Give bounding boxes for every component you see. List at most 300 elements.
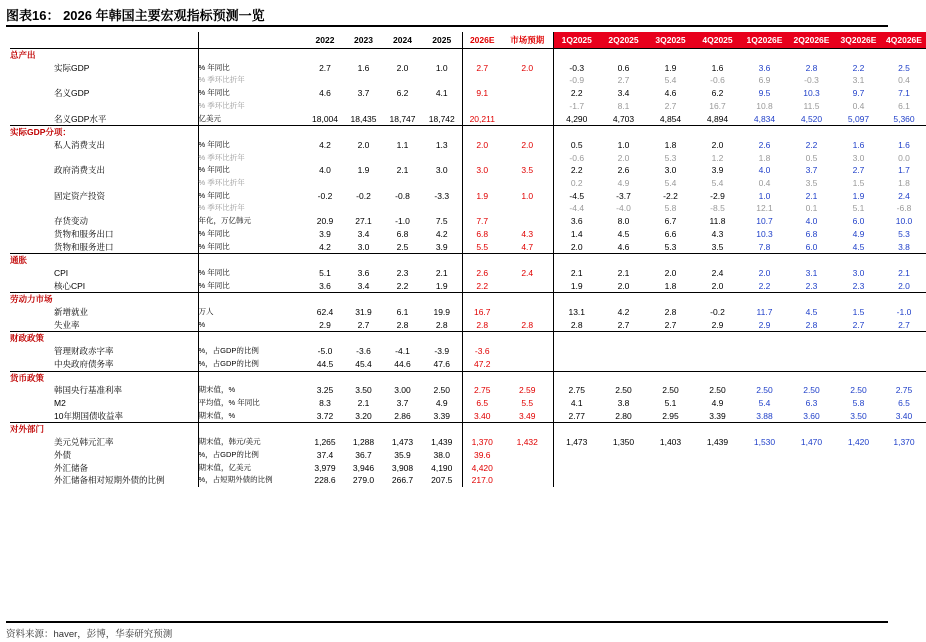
table-cell [694,474,741,487]
row-label: 外债 [54,449,72,460]
table-cell [788,462,835,475]
table-cell: 2.9 [319,319,331,330]
table-row [10,306,926,319]
spacer-cell [462,371,502,384]
row-unit: % 年同比 [198,228,306,241]
table-row [10,62,926,75]
table-cell: -4.0 [616,203,631,214]
table-cell: 3,946 [352,462,375,473]
table-cell: 7.8 [758,241,771,252]
table-cell: -4.1 [395,346,410,357]
section-header-row [10,293,926,306]
table-cell: 6.3 [805,397,818,408]
table-cell [600,449,647,462]
table-cell: 7.1 [898,88,910,99]
row-unit: 期末值，亿美元 [198,462,306,475]
table-cell [422,202,462,215]
table-cell: 45.4 [355,358,372,369]
column-header: 2Q2025 [600,32,647,49]
table-cell: 39.6 [462,449,502,462]
row-label [10,100,198,113]
table-cell: 1,473 [566,437,588,448]
table-cell: 1,470 [800,437,823,448]
table-cell: 2.4 [502,267,553,280]
table-cell [835,474,882,487]
table-cell: 1.9 [357,165,370,176]
table-cell: -0.9 [569,75,585,86]
table-cell: -6.8 [896,203,912,214]
row-label [10,202,198,215]
table-cell: 3.0 [852,267,865,278]
table-cell [741,345,788,358]
row-unit: % 年同比 [198,62,306,75]
spacer-cell [422,126,462,139]
table-cell: -3.9 [434,346,450,357]
table-cell: -3.6 [462,345,502,358]
table-cell: -0.3 [804,75,819,86]
table-cell: 2.9 [711,319,724,330]
table-cell: 3.60 [803,410,820,421]
table-cell: 217.0 [462,474,502,487]
table-row [10,267,926,280]
spacer-cell [600,126,647,139]
table-row [10,190,926,203]
table-row [10,139,926,152]
table-cell: 44.6 [394,358,411,369]
table-cell: 2.1 [805,190,818,201]
table-cell: 27.1 [355,216,372,227]
table-cell: 19.9 [433,307,451,318]
table-cell: 1.9 [852,190,865,201]
table-cell: 4.7 [502,241,553,254]
spacer-cell [502,423,553,436]
row-label: 韩国央行基准利率 [54,385,123,396]
table-cell: 2.6 [462,267,502,280]
table-cell [741,449,788,462]
table-cell: 1,265 [314,437,336,448]
spacer-cell [882,423,926,436]
table-cell: 1,403 [659,437,682,448]
table-cell: 1.8 [664,139,677,150]
table-cell [306,100,344,113]
table-cell: 36.7 [355,449,372,460]
row-unit: % 年同比 [198,164,306,177]
table-cell [306,177,344,190]
table-cell: 3,979 [314,462,336,473]
spacer-cell [741,254,788,267]
spacer-cell [422,332,462,345]
table-cell: 4,834 [753,113,776,124]
table-cell: 3.88 [756,410,773,421]
table-cell: 2.6 [758,139,771,150]
column-header: 1Q2026E [741,32,788,49]
table-cell [600,345,647,358]
table-cell: 1.0 [435,62,448,73]
spacer-cell [344,371,383,384]
spacer-cell [647,49,694,62]
table-cell: 2.5 [396,241,409,252]
column-header: 2026E [462,32,502,49]
section-header-row [10,332,926,345]
table-cell: 2.0 [502,62,553,75]
table-cell: 4.0 [319,165,331,176]
table-cell [502,280,553,293]
table-cell: 4,420 [462,462,502,475]
table-cell: 1.5 [852,178,865,189]
section-header-row [10,423,926,436]
spacer-cell [198,126,306,139]
table-cell: 1.6 [898,139,910,150]
table-cell [344,100,383,113]
table-cell: 3.6 [570,216,583,227]
table-cell [502,202,553,215]
table-cell [502,306,553,319]
table-cell: 4.9 [435,397,448,408]
table-cell: 2.50 [709,385,726,396]
table-cell: 2.0 [570,241,583,252]
table-cell: 18,435 [350,113,377,124]
table-cell: 47.2 [462,358,502,371]
table-cell: 2.2 [805,139,818,150]
table-cell: 266.7 [391,475,414,486]
table-cell: 3.0 [852,152,865,163]
table-cell: 6.8 [805,228,818,239]
table-cell: 16.7 [709,100,726,111]
table-cell [422,177,462,190]
row-label: 私人消费支出 [54,139,106,150]
table-row [10,215,926,228]
row-label: 货物和服务出口 [54,228,114,239]
table-cell: 0.0 [898,152,910,163]
table-cell: 2.0 [617,280,630,291]
table-cell: 2.9 [758,319,771,330]
table-cell: 3.40 [462,410,502,423]
table-cell: 4.2 [617,307,630,318]
table-cell: -3.6 [356,346,371,357]
table-cell: 3.4 [617,88,630,99]
table-cell: 2.3 [396,267,409,278]
table-cell [502,474,553,487]
table-cell: 1.6 [852,139,865,150]
table-cell: 6.1 [898,100,910,111]
table-cell: 3.9 [435,241,448,252]
spacer-cell [835,371,882,384]
row-label: 名义GDP [54,88,90,99]
table-cell: 2.2 [462,280,502,293]
spacer-cell [462,49,502,62]
table-cell: 4.2 [319,241,331,252]
spacer-cell [502,49,553,62]
spacer-cell [344,254,383,267]
table-cell: 3.20 [355,410,372,421]
table-cell [788,449,835,462]
spacer-cell [462,254,502,267]
table-cell: 5.8 [664,203,677,214]
table-cell [741,358,788,371]
table-cell: 2.0 [711,139,724,150]
table-cell: 2.3 [805,280,818,291]
table-cell: 2.8 [664,307,677,318]
table-cell: 4.0 [758,165,771,176]
table-cell: 2.1 [396,165,409,176]
table-cell: 3.5 [502,164,553,177]
table-cell: 4.2 [435,228,448,239]
table-cell: -0.6 [569,152,585,163]
spacer-cell [502,254,553,267]
table-cell: 6.2 [711,88,724,99]
table-cell [694,345,741,358]
row-label [10,74,198,87]
table-cell: -5.0 [317,346,333,357]
table-cell: 11.5 [803,100,820,111]
spacer-cell [835,293,882,306]
table-cell: 1.6 [711,62,724,73]
table-cell: 2.1 [357,397,370,408]
table-cell [422,100,462,113]
table-cell: 6.5 [462,397,502,410]
table-cell [462,100,502,113]
table-cell: 3.72 [316,410,334,421]
table-row [10,74,926,87]
table-cell: 6.8 [462,228,502,241]
table-cell: 2.75 [568,385,586,396]
row-label: 名义GDP水平 [54,113,107,124]
table-cell: 1.9 [570,280,583,291]
spacer-cell [306,293,344,306]
table-cell: 2.95 [662,410,679,421]
table-cell: 1.6 [357,62,370,73]
table-cell: 2.0 [898,280,910,291]
spacer-cell [882,293,926,306]
row-unit: % 季环比折年 [198,100,306,113]
table-cell: 2.8 [396,319,409,330]
table-cell: 1.3 [435,139,448,150]
spacer-cell [694,423,741,436]
spacer-cell [306,254,344,267]
table-cell: 3.5 [805,178,818,189]
spacer-cell [422,49,462,62]
table-cell: 1.0 [617,139,630,150]
table-cell: -8.5 [710,203,725,214]
spacer-cell [600,49,647,62]
spacer-cell [383,293,422,306]
table-row [10,436,926,449]
table-cell [383,74,422,87]
table-cell: 1,439 [706,437,729,448]
column-header: 2Q2026E [788,32,835,49]
table-cell [383,202,422,215]
spacer-cell [600,254,647,267]
table-cell: 4.5 [852,241,865,252]
table-cell: 3.4 [357,280,370,291]
table-cell: 5.3 [664,241,677,252]
row-unit: %，占GDP的比例 [198,358,306,371]
table-cell: -0.2 [710,307,725,318]
section-title: 对外部门 [10,423,198,436]
row-unit: % 季环比折年 [198,74,306,87]
table-cell: 35.9 [394,449,411,460]
table-cell: 2.0 [396,62,409,73]
table-cell: 4.6 [319,88,331,99]
table-cell: 5.1 [664,397,677,408]
table-cell [553,345,600,358]
table-cell: 4.5 [805,307,818,318]
spacer-cell [835,126,882,139]
page-title: 图表16： 2026 年韩国主要宏观指标预测一览 [6,8,265,23]
table-row [10,449,926,462]
column-header: 2023 [344,32,383,49]
table-cell [882,358,926,371]
row-unit: % 季环比折年 [198,177,306,190]
section-title: 实际GDP分项： [10,126,198,139]
table-cell: 1,288 [352,437,375,448]
table-cell: 5.5 [502,397,553,410]
spacer-cell [198,332,306,345]
table-cell: 3.7 [396,397,409,408]
row-label: CPI [54,267,69,278]
table-cell: 3.39 [433,410,451,421]
table-cell: 2.3 [852,280,865,291]
table-row [10,358,926,371]
section-title: 财政政策 [10,332,198,345]
table-cell [306,202,344,215]
spacer-cell [198,423,306,436]
table-cell: 3.39 [709,410,726,421]
row-unit: 期末值，% [198,384,306,397]
table-cell: 0.4 [898,75,910,86]
table-cell: -1.0 [395,216,410,227]
table-cell: 4.1 [570,397,583,408]
row-unit: 亿美元 [198,113,306,126]
table-cell: 3.7 [357,88,370,99]
table-cell [647,474,694,487]
row-unit: % 季环比折年 [198,202,306,215]
table-cell: 2.50 [615,385,632,396]
table-cell [647,345,694,358]
table-cell [422,152,462,165]
header-row [10,32,926,49]
table-cell: -3.3 [434,190,450,201]
spacer-cell [647,423,694,436]
table-cell: 4,703 [612,113,635,124]
table-cell: 6.2 [396,88,409,99]
table-cell [502,152,553,165]
row-label: 外汇储备相对短期外债的比例 [54,475,165,486]
table-cell: 5.3 [898,228,910,239]
column-header: 3Q2025 [647,32,694,49]
spacer-cell [647,293,694,306]
table-cell: 3.1 [852,75,865,86]
table-cell [788,474,835,487]
row-label: 中央政府债务率 [54,358,114,369]
table-cell [647,358,694,371]
spacer-cell [835,423,882,436]
table-cell: 0.4 [758,178,771,189]
table-cell [306,152,344,165]
table-cell: 5.1 [852,203,865,214]
table-cell: 2.7 [664,100,677,111]
spacer-cell [306,49,344,62]
table-cell: 2.6 [617,165,630,176]
table-row [10,319,926,332]
column-header: 4Q2025 [694,32,741,49]
section-header-row [10,371,926,384]
table-cell: 10.3 [756,228,773,239]
table-cell: 2.80 [615,410,632,421]
table-cell: 2.0 [758,267,771,278]
table-cell: 6.8 [396,228,409,239]
table-cell: 44.5 [316,358,334,369]
spacer-cell [422,254,462,267]
table-cell [741,462,788,475]
table-cell [741,474,788,487]
table-cell: -0.6 [710,75,725,86]
table-cell [882,345,926,358]
spacer-cell [553,293,600,306]
spacer-cell [306,371,344,384]
table-cell [502,358,553,371]
table-cell [422,74,462,87]
table-cell: 6.0 [852,216,865,227]
table-cell: -0.3 [569,62,585,73]
table-cell [383,177,422,190]
table-cell: 0.6 [617,62,630,73]
table-cell: 3.6 [758,62,771,73]
table-row [10,241,926,254]
table-cell: 2.50 [850,385,867,396]
table-cell: 2.7 [898,319,910,330]
section-title: 货币政策 [10,371,198,384]
spacer-cell [383,126,422,139]
row-unit: 平均值，% 年同比 [198,397,306,410]
section-header-row [10,49,926,62]
spacer-cell [306,126,344,139]
table-cell [383,100,422,113]
row-label: 实际GDP [54,62,90,73]
table-cell: 9.1 [462,87,502,100]
spacer-cell [306,332,344,345]
spacer-cell [383,423,422,436]
table-cell: 3.50 [850,410,867,421]
table-cell: 3.0 [462,164,502,177]
table-cell: -3.7 [616,190,631,201]
spacer-cell [462,423,502,436]
spacer-cell [553,371,600,384]
table-cell: 2.2 [758,280,771,291]
spacer-cell [383,332,422,345]
column-header: 2022 [306,32,344,49]
row-label: 新增就业 [54,307,89,318]
spacer-cell [741,126,788,139]
table-cell: 2.5 [898,62,910,73]
column-header: 2024 [383,32,422,49]
spacer-cell [835,332,882,345]
table-cell: 4,190 [431,462,453,473]
table-cell: 5.3 [664,152,677,163]
table-cell: 0.5 [805,152,818,163]
table-cell: 20.9 [316,216,334,227]
table-cell [694,358,741,371]
table-cell: 1,370 [462,436,502,449]
spacer-cell [600,332,647,345]
spacer-cell [882,332,926,345]
table-row [10,384,926,397]
spacer-cell [788,371,835,384]
table-cell [835,462,882,475]
table-cell [383,152,422,165]
spacer-cell [462,332,502,345]
table-cell: 20,211 [462,113,502,126]
